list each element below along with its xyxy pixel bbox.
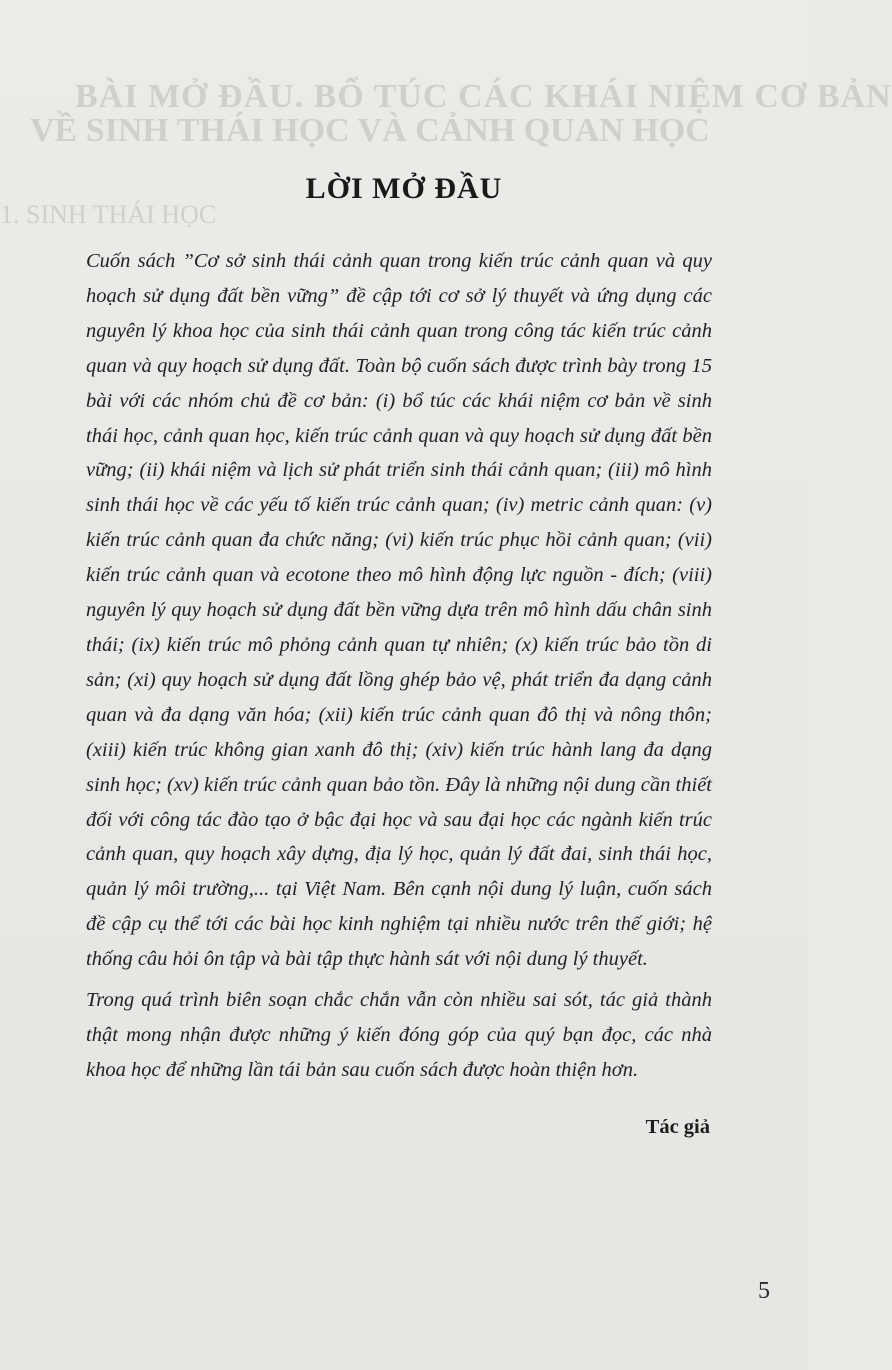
page-number: 5 [758,1278,770,1304]
page-title: LỜI MỞ ĐẦU [305,172,503,205]
bleed-through-subtitle: VỀ SINH THÁI HỌC VÀ CẢNH QUAN HỌC [30,112,710,149]
bleed-through-section: 1. SINH THÁI HỌC [0,200,217,229]
author-signature: Tác giả [645,1116,710,1138]
paragraph-1: Cuốn sách ”Cơ sở sinh thái cảnh quan trong kiến trúc cảnh quan và quy hoạch sử dụng đất bền vững” đề cập tới cơ sở lý thuyết và ứng dụng các nguyên lý khoa học của sinh thái cảnh quan trong công tác kiến trúc cảnh quan và quy hoạch sử dụng đất. Toàn bộ cuốn sách được trình bày trong 15 bài với các nhóm chủ đề cơ bản: (i) bổ túc các khái niệm cơ bản về sinh thái học, cảnh quan học, kiến trúc cảnh quan và quy hoạch sử dụng đất bền vững; (ii) khái niệm và lịch sử phát triển sinh thái cảnh quan; (iii) mô hình sinh thái học về các yếu tố kiến trúc cảnh quan; (iv) metric cảnh quan: (v) kiến trúc cảnh quan đa chức năng; (vi) kiến trúc phục hồi cảnh quan; (vii) kiến trúc cảnh quan và ecotone theo mô hình động lực nguồn - đích; (viii) nguyên lý quy hoạch sử dụng đất bền vững dựa trên mô hình dấu chân sinh thái; (ix) kiến trúc mô phỏng cảnh quan tự nhiên; (x) kiến trúc bảo tồn di sản; (xi) quy hoạch sử dụng đất lồng ghép bảo vệ, phát triển đa dạng cảnh quan và đa dạng văn hóa; (xii) kiến trúc cảnh quan đô thị và nông thôn; (xiii) kiến trúc không gian xanh đô thị; (xiv) kiến trúc hành lang đa dạng sinh học; (xv) kiến trúc cảnh quan bảo tồn. Đây là những nội dung cần thiết đối với công tác đào tạo ở bậc đại học và sau đại học các ngành kiến trúc cảnh quan, quy hoạch xây dựng, địa lý học, quản lý đất đai, sinh thái học, quản lý môi trường,... tại Việt Nam. Bên cạnh nội dung lý luận, cuốn sách đề cập cụ thể tới các bài học kinh nghiệm tại nhiều nước trên thế giới; hệ thống câu hỏi ôn tập và bài tập thực hành sát với nội dung lý thuyết. [86,250,712,971]
preface-body [86,244,712,1088]
paragraph-2: Trong quá trình biên soạn chắc chắn vẫn còn nhiều sai sót, tác giả thành thật mong nhận được những ý kiến đóng góp của quý bạn đọc, các nhà khoa học để những lần tái bản sau cuốn sách được hoàn thiện hơn. [86,989,712,1081]
bleed-through-title: BÀI MỞ ĐẦU. BỔ TÚC CÁC KHÁI NIỆM CƠ BẢN [75,78,892,115]
